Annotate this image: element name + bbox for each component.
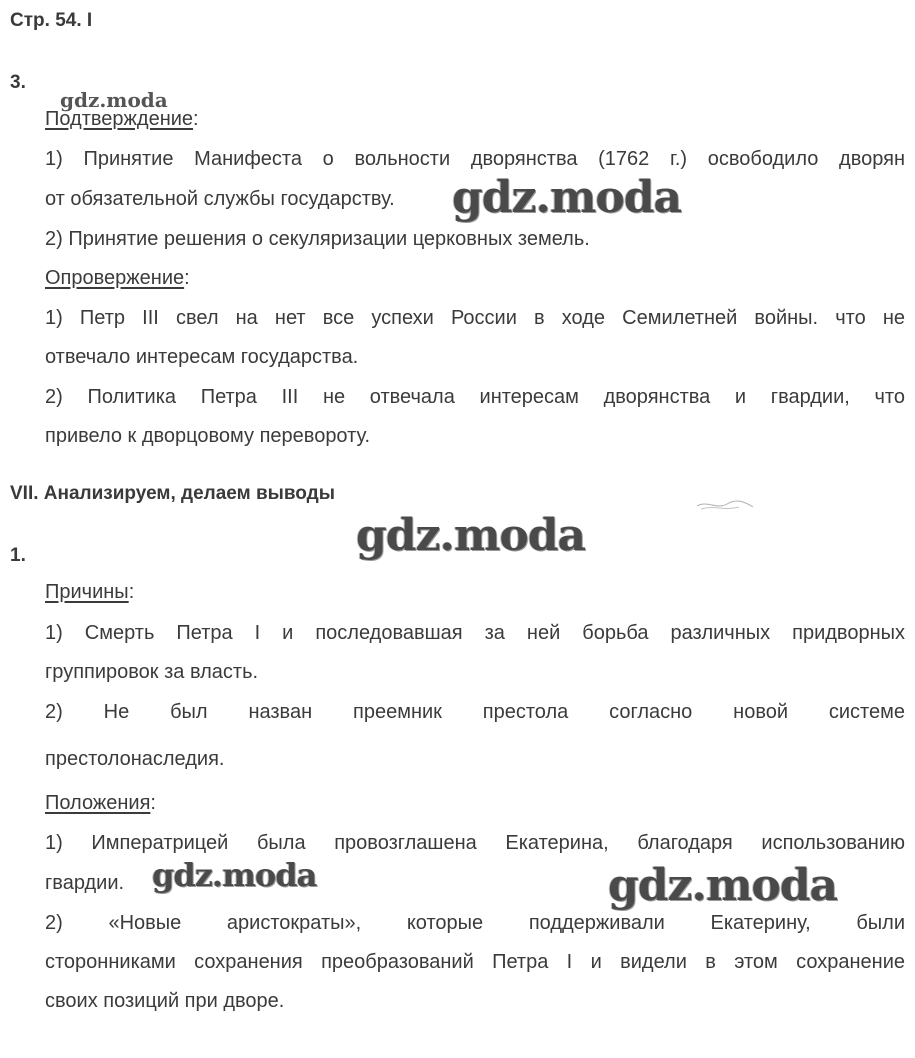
positions-item-line: своих позиций при дворе. <box>45 990 285 1012</box>
refute-label: Опровержение: <box>45 267 190 289</box>
confirm-item-line: 1) Принятие Манифеста о вольности дворянства (1762 г.) освободило дворян <box>45 148 905 170</box>
positions-label: Положения: <box>45 792 156 814</box>
confirm-item-line: от обязательной службы государству. <box>45 188 395 210</box>
page-reference: Стр. 54. I <box>10 10 93 31</box>
confirm-label-text: Подтверждение <box>45 108 194 130</box>
causes-item-line: 2) Не был назван преемник престола согласно новой системе <box>45 701 905 723</box>
positions-item-line: гвардии. <box>45 872 125 894</box>
task-3-number: 3. <box>10 72 26 93</box>
positions-item-line: 1) Императрицей была провозглашена Екатерина, благодаря использованию <box>45 832 905 854</box>
watermark-logo: gdz.moda <box>452 172 682 223</box>
refute-item-line: привело к дворцовому перевороту. <box>45 425 371 447</box>
watermark-logo: gdz.moda <box>152 856 317 894</box>
causes-label-text: Причины <box>45 581 129 603</box>
section-title: VII. Анализируем, делаем выводы <box>10 483 335 504</box>
positions-label-text: Положения <box>45 792 151 814</box>
positions-item-line: 2) «Новые аристократы», которые поддерживали Екатерину, были <box>45 912 905 934</box>
causes-item-line: престолонаследия. <box>45 748 225 770</box>
refute-item-line: отвечало интересам государства. <box>45 346 359 368</box>
watermark-logo: gdz.moda <box>356 510 586 561</box>
confirm-label: Подтверждение: <box>45 108 199 130</box>
refute-label-text: Опровержение <box>45 267 185 289</box>
confirm-item-line: 2) Принятие решения о секуляризации церковных земель. <box>45 228 590 250</box>
causes-item-line: 1) Смерть Петра I и последовавшая за ней борьба различных придворных <box>45 622 905 644</box>
causes-item-line: группировок за власть. <box>45 661 259 683</box>
positions-item-line: сторонниками сохранения преобразований Петра I и видели в этом сохранение <box>45 951 905 973</box>
refute-item-line: 1) Петр III свел на нет все успехи России в ходе Семилетней войны. что не <box>45 307 905 329</box>
task-1-number: 1. <box>10 545 26 566</box>
watermark-logo: gdz.moda <box>608 860 838 911</box>
causes-label: Причины: <box>45 581 135 603</box>
refute-item-line: 2) Политика Петра III не отвечала интересам дворянства и гвардии, что <box>45 386 905 408</box>
scribble-mark <box>695 498 755 512</box>
watermark-logo: gdz.moda <box>60 88 168 112</box>
